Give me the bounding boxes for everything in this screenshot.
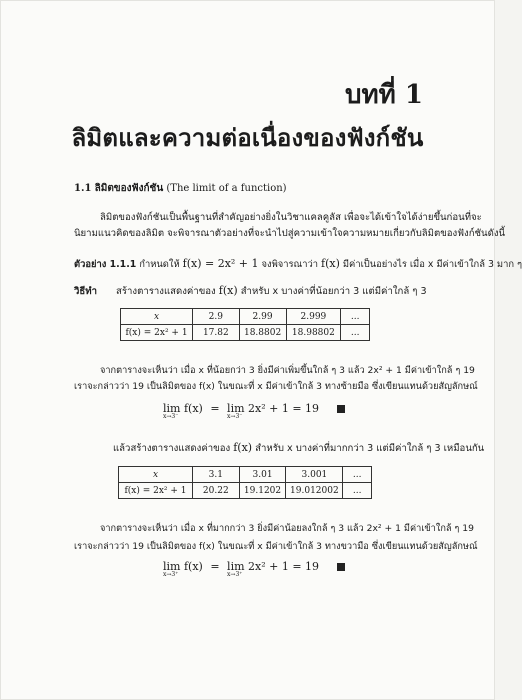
values-table-right	[118, 466, 372, 499]
section-number: 1.1	[74, 183, 92, 194]
table-cell: ...	[343, 467, 372, 483]
step2-fx: f(x)	[233, 441, 253, 454]
example-text-b: จงพิจารณาว่า	[261, 259, 319, 270]
solution-step1-b: สำหรับ x บางค่าที่น้อยกว่า 3 แต่มีค่าใกล้ ๆ 3	[240, 286, 427, 297]
limit-left-rhs: lim 2x² + 1 = 19	[227, 402, 320, 415]
limit-left-eq: =	[210, 402, 220, 415]
solution-step1-fx: f(x)	[218, 284, 238, 297]
table-cell: 20.22	[192, 483, 239, 499]
table-cell: x	[119, 467, 193, 483]
table-cell: 3.001	[286, 467, 343, 483]
example-line	[74, 257, 522, 272]
limit-left-lhs-sub: x→3⁻	[163, 413, 179, 420]
example-text-c: มีค่าเป็นอย่างไร เมื่อ x มีค่าเข้าใกล้ 3 มาก ๆ	[342, 259, 522, 270]
table-cell: f(x) = 2x² + 1	[119, 483, 193, 499]
table-cell: ...	[341, 325, 370, 341]
solution-label: วิธีทำ	[74, 286, 97, 297]
table-cell: x	[121, 309, 193, 325]
chapter-title: ลิมิตและความต่อเนื่องของฟังก์ชัน	[71, 124, 424, 152]
table-cell: 3.1	[192, 467, 239, 483]
end-of-proof-mark	[337, 563, 345, 571]
section-heading	[74, 181, 287, 196]
table-cell: ...	[341, 309, 370, 325]
values-table-left	[120, 308, 370, 341]
table-row	[121, 325, 370, 341]
intro-line-1: ลิมิตของฟังก์ชันเป็นพื้นฐานที่สำคัญอย่างยิ่งในวิชาแคลคูลัส เพื่อจะได้เข้าใจได้ง่ายขึ้นก่อนที่จะ	[100, 212, 482, 223]
table-row	[119, 483, 372, 499]
table-cell: 2.9	[193, 309, 240, 325]
intro-line-2: นิยามแนวคิดของลิมิต จะพิจารณาตัวอย่างที่จะนำไปสู่ความเข้าใจความหมายเกี่ยวกับลิมิตของฟังก์ชันดังนี้	[74, 228, 506, 239]
example-text-a: กำหนดให้	[139, 259, 180, 270]
table-cell: 2.99	[239, 309, 286, 325]
para-left-line-2: เราจะกล่าวว่า 19 เป็นลิมิตของ f(x) ในขณะที่ x มีค่าเข้าใกล้ 3 ทางซ้ายมือ ซึ่งเขียนแทนด้วยสัญลักษณ์	[74, 381, 478, 392]
para-right-line-2: เราจะกล่าวว่า 19 เป็นลิมิตของ f(x) ในขณะที่ x มีค่าเข้าใกล้ 3 ทางขวามือ ซึ่งเขียนแทนด้วยสัญลักษณ์	[74, 541, 478, 552]
table-cell: 2.999	[286, 309, 341, 325]
step2-text-b: สำหรับ x บางค่าที่มากกว่า 3 แต่มีค่าใกล้ ๆ 3 เหมือนกัน	[255, 443, 485, 454]
table-cell: 17.82	[193, 325, 240, 341]
chapter-label: บทที่ 1	[345, 80, 423, 110]
table-cell: 19.1202	[239, 483, 286, 499]
limit-right-lhs-sub: x→3⁺	[163, 571, 179, 578]
limit-left-rhs-sub: x→3⁻	[227, 413, 243, 420]
table-row	[121, 309, 370, 325]
limit-right-rhs: lim 2x² + 1 = 19	[227, 560, 320, 573]
example-label: ตัวอย่าง 1.1.1	[74, 259, 137, 270]
table-cell: 18.98802	[286, 325, 341, 341]
limit-right-eq: =	[210, 560, 220, 573]
limit-right-rhs-sub: x→3⁺	[227, 571, 243, 578]
table-cell: 19.012002	[286, 483, 343, 499]
limit-right	[163, 560, 345, 579]
limit-right-lhs: lim f(x)	[163, 560, 203, 573]
step2-text-a: แล้วสร้างตารางแสดงค่าของ	[113, 443, 231, 454]
table-cell: 18.8802	[239, 325, 286, 341]
solution-step-2	[113, 441, 484, 456]
table-cell: 3.01	[239, 467, 286, 483]
table-cell: f(x) = 2x² + 1	[121, 325, 193, 341]
limit-left-lhs: lim f(x)	[163, 402, 203, 415]
section-title-th: ลิมิตของฟังก์ชัน	[94, 183, 164, 194]
solution-step1-a: สร้างตารางแสดงค่าของ	[116, 286, 216, 297]
table-row	[119, 467, 372, 483]
example-function: f(x) = 2x² + 1	[182, 257, 259, 270]
limit-left	[163, 402, 345, 421]
para-left-line-1: จากตารางจะเห็นว่า เมื่อ x ที่น้อยกว่า 3 ยิ่งมีค่าเพิ่มขึ้นใกล้ ๆ 3 แล้ว 2x² + 1 มีค่าเข้าใกล้ ๆ 19	[100, 365, 475, 376]
para-right-line-1: จากตารางจะเห็นว่า เมื่อ x ที่มากกว่า 3 ยิ่งมีค่าน้อยลงใกล้ ๆ 3 แล้ว 2x² + 1 มีค่าเข้าใกล้ ๆ 19	[100, 523, 474, 534]
solution-step-1	[74, 284, 427, 299]
end-of-proof-mark	[337, 405, 345, 413]
table-cell: ...	[343, 483, 372, 499]
section-title-en: (The limit of a function)	[166, 183, 287, 194]
example-fx: f(x)	[321, 257, 340, 270]
